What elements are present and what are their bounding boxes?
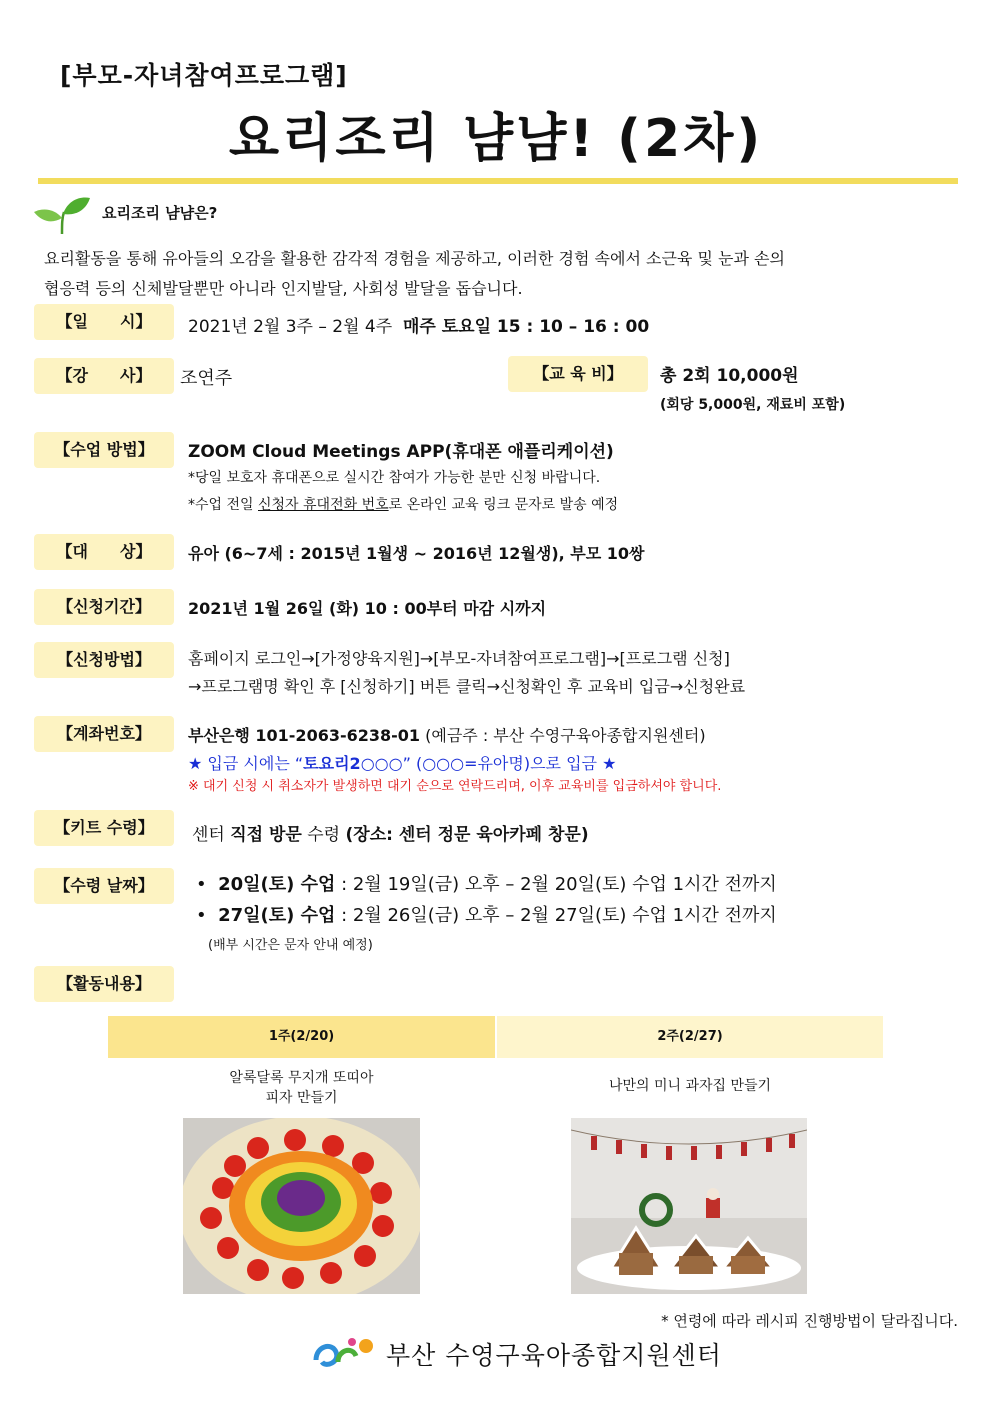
week1-header: 1주(2/20) <box>108 1016 495 1058</box>
method-note-2: *수업 전일 신청자 휴대전화 번호로 온라인 교육 링크 문자로 발송 예정 <box>188 497 619 513</box>
organization-name: 부산 수영구육아종합지원센터 <box>386 1341 722 1370</box>
pickup-row-2: • 27일(토) 수업 : 2월 26일(금) 오후 – 2월 27일(토) 수업 1시간 전까지 <box>196 905 777 926</box>
kit-label: 【키트 수령】 <box>34 810 174 846</box>
fee-label: 【교 육 비】 <box>508 356 648 392</box>
apply-label: 【신청방법】 <box>34 642 174 678</box>
title-underline <box>38 178 958 184</box>
period-label: 【신청기간】 <box>34 589 174 625</box>
target-value: 유아 (6~7세 : 2015년 1월생 ~ 2016년 12월생), 부모 10쌍 <box>188 544 645 563</box>
age-recipe-note: * 연령에 따라 레시피 진행방법이 달라집니다. <box>661 1312 958 1330</box>
week1-activity-title: 알록달록 무지개 또띠아 피자 만들기 <box>229 1070 374 1106</box>
pizza-photo <box>183 1118 420 1294</box>
method-value: ZOOM Cloud Meetings APP(휴대폰 애플리케이션) <box>188 442 614 462</box>
account-label: 【계좌번호】 <box>34 716 174 752</box>
target-label: 【대 상】 <box>34 534 174 570</box>
intro-heading: 요리조리 냠냠은? <box>102 204 218 222</box>
pickup-row-1: • 20일(토) 수업 : 2월 19일(금) 오후 – 2월 20일(토) 수업 1시간 전까지 <box>196 874 777 895</box>
organization-footer <box>312 1330 732 1374</box>
waitlist-warning: ※ 대기 신청 시 취소자가 발생하면 대기 순으로 연락드리며, 이후 교육비를 입금하셔야 합니다. <box>188 779 722 794</box>
pickup-label: 【수령 날짜】 <box>34 868 174 904</box>
schedule-label: 【일 시】 <box>34 304 174 340</box>
pickup-note: (배부 시간은 문자 안내 예정) <box>208 938 373 953</box>
intro-description: 요리활동을 통해 유아들의 오감을 활용한 감각적 경험을 제공하고, 이러한 경험 속에서 소근육 및 눈과 손의 협응력 등의 신체발달뿐만 아니라 인지발달, 사회성 발달을 돕습니다. <box>44 249 785 298</box>
gingerbread-house-photo <box>571 1118 807 1294</box>
fee-detail: (회당 5,000원, 재료비 포함) <box>660 397 846 413</box>
program-category: [부모-자녀참여프로그램] <box>60 61 348 90</box>
account-value: 부산은행 101-2063-6238-01 (예금주 : 부산 수영구육아종합지원센터) <box>188 726 706 745</box>
method-note-1: *당일 보호자 휴대폰으로 실시간 참여가 가능한 분만 신청 바랍니다. <box>188 470 601 486</box>
activities-label: 【활동내용】 <box>34 966 174 1002</box>
week2-activity-title: 나만의 미니 과자집 만들기 <box>608 1078 772 1094</box>
instructor-label: 【강 사】 <box>34 358 174 394</box>
deposit-instruction: ★ 입금 시에는 “토요리2○○○” (○○○=유아명)으로 입금 ★ <box>188 754 617 773</box>
schedule-value: 2021년 2월 3주 – 2월 4주 매주 토요일 15 : 10 – 16 : 00 <box>188 317 650 337</box>
sprout-icon <box>32 194 92 236</box>
period-value: 2021년 1월 26일 (화) 10 : 00부터 마감 시까지 <box>188 599 547 618</box>
instructor-value: 조연주 <box>180 368 233 389</box>
apply-step-1: 홈페이지 로그인→[가정양육지원]→[부모-자녀참여프로그램]→[프로그램 신청] <box>188 649 730 668</box>
organization-logo-icon <box>312 1332 382 1372</box>
fee-value: 총 2회 10,000원 <box>660 366 799 386</box>
kit-value: 센터 직접 방문 수령 (장소: 센터 정문 육아카페 창문) <box>192 825 589 845</box>
week2-header: 2주(2/27) <box>497 1016 883 1058</box>
page-title: 요리조리 냠냠! (2차) <box>228 109 764 169</box>
method-label: 【수업 방법】 <box>34 432 174 468</box>
apply-step-2: →프로그램명 확인 후 [신청하기] 버튼 클릭→신청확인 후 교육비 입금→신청완료 <box>188 677 746 696</box>
